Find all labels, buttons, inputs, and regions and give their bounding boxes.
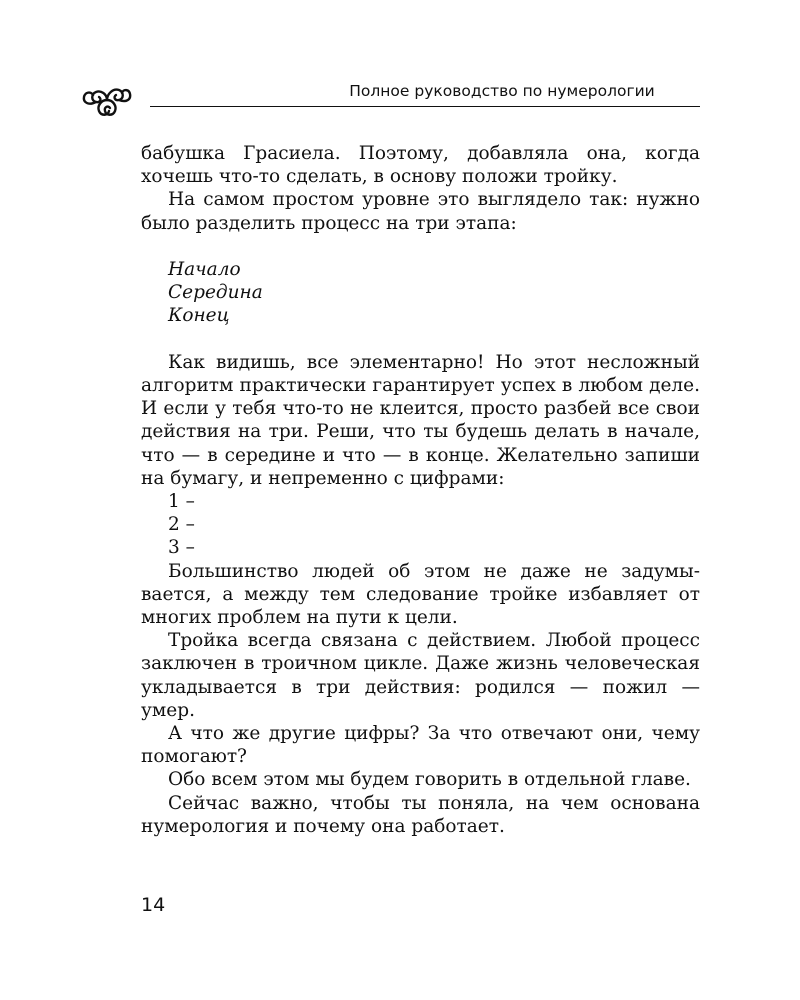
running-header <box>78 76 700 120</box>
paragraph: А что же другие цифры? За что отвечают они, чему помогают? <box>141 723 700 768</box>
paragraph: Обо всем этом мы будем говорить в отдельной главе. <box>168 769 691 791</box>
list-item: Середина <box>168 282 263 304</box>
header-divider <box>150 106 700 107</box>
triple-spiral-ornament-icon <box>78 80 136 120</box>
paragraph: бабушка Грасиела. Поэтому, добавляла она, когда хочешь что-то сделать, в основу положи тройку. <box>141 143 700 188</box>
numbered-placeholder: 2 – <box>168 514 195 536</box>
list-item: Конец <box>168 305 230 327</box>
paragraph: Большинство людей об этом не даже не задумывается, а между тем следование тройке избавляет от многих проблем на пути к цели. <box>141 560 700 629</box>
spacer <box>141 235 700 258</box>
stages-list <box>141 258 700 328</box>
page-number: 14 <box>141 894 166 916</box>
paragraph: Как видишь, все элементарно! Но этот несложный алгоритм практически гарантирует успех в любом деле. И если у тебя что-то не клеится, просто разбей все свои действия на три. Реши, что ты будешь делать в начале, что — в середине и что — в конце. Желательно запиши на бумагу, и непременно с цифрами: <box>141 351 700 489</box>
paragraph: На самом простом уровне это выглядело так: нужно было разделить процесс на три этапа: <box>141 189 700 234</box>
page-body <box>141 142 700 838</box>
running-header-title: Полное руководство по нумерологии <box>349 82 655 100</box>
paragraph: Сейчас важно, чтобы ты поняла, на чем основана нумерология и почему она работает. <box>141 792 700 837</box>
numbered-placeholder: 1 – <box>168 491 195 513</box>
spacer <box>141 328 700 351</box>
list-item: Начало <box>168 259 241 280</box>
paragraph: Тройка всегда связана с действием. Любой процесс заключен в троичном цикле. Даже жизнь человеческая укладывается в три действия: родился — пожил — умер. <box>141 630 700 721</box>
numbered-placeholder: 3 – <box>168 537 195 559</box>
